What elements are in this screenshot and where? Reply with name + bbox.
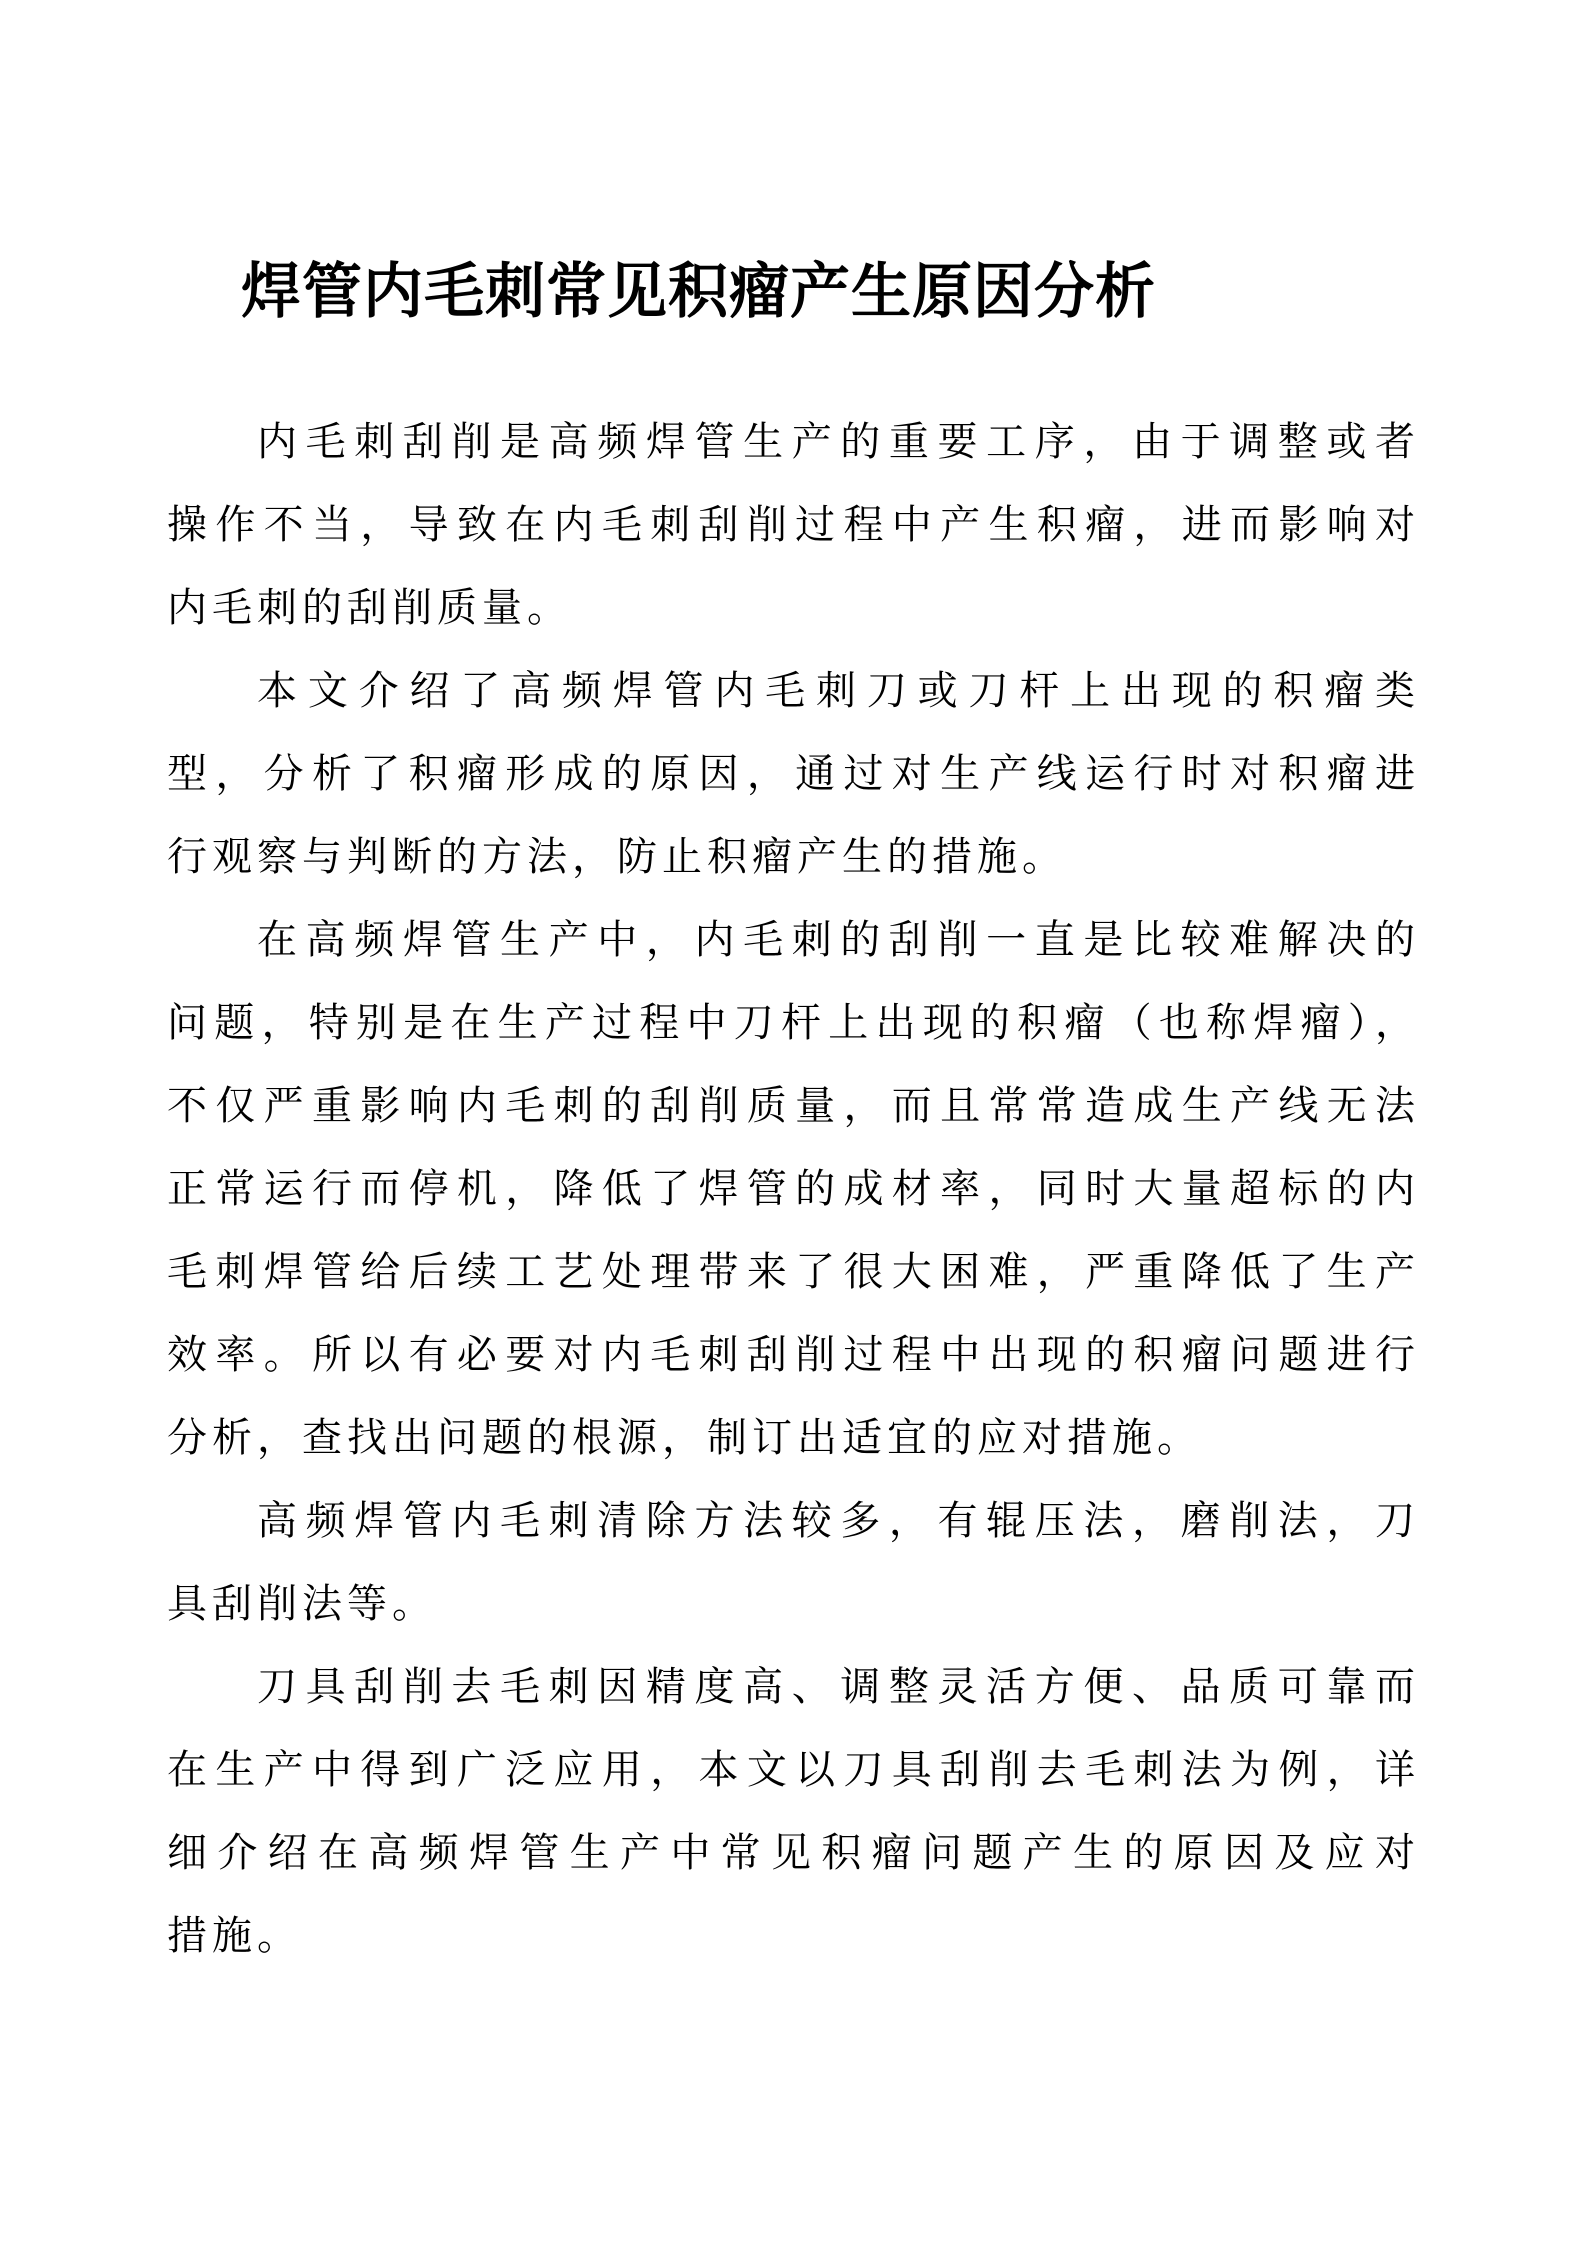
text-line: 内毛刺刮削是高频焊管生产的重要工序，由于调整或者 <box>257 419 1420 464</box>
text-line: 效率。所以有必要对内毛刺刮削过程中出现的积瘤问题进行 <box>167 1332 1420 1377</box>
text-line: 不仅严重影响内毛刺的刮削质量，而且常常造成生产线无法 <box>167 1083 1420 1128</box>
text-line: 刀具刮削去毛刺因精度高、调整灵活方便、品质可靠而 <box>257 1664 1420 1709</box>
text-line: 行观察与判断的方法，防止积瘤产生的措施。 <box>167 834 1067 879</box>
text-line: 在高频焊管生产中，内毛刺的刮削一直是比较难解决的 <box>257 917 1420 962</box>
text-line: 正常运行而停机，降低了焊管的成材率，同时大量超标的内 <box>167 1166 1420 1211</box>
text-line: 分析，查找出问题的根源，制订出适宜的应对措施。 <box>167 1415 1202 1460</box>
text-line: 内毛刺的刮削质量。 <box>167 585 572 630</box>
text-line: 型，分析了积瘤形成的原因，通过对生产线运行时对积瘤进 <box>167 751 1420 796</box>
text-line: 高频焊管内毛刺清除方法较多，有辊压法，磨削法，刀 <box>257 1498 1420 1543</box>
text-line: 细介绍在高频焊管生产中常见积瘤问题产生的原因及应对 <box>167 1830 1420 1875</box>
text-line: 问题，特别是在生产过程中刀杆上出现的积瘤（也称焊瘤）， <box>167 1000 1420 1045</box>
text-line: 在生产中得到广泛应用，本文以刀具刮削去毛刺法为例，详 <box>167 1747 1420 1792</box>
document-body <box>167 400 1420 1977</box>
text-line: 本文介绍了高频焊管内毛刺刀或刀杆上出现的积瘤类 <box>257 668 1420 713</box>
text-line: 具刮削法等。 <box>167 1581 437 1626</box>
text-line: 毛刺焊管给后续工艺处理带来了很大困难，严重降低了生产 <box>167 1249 1420 1294</box>
document-title: 焊管内毛刺常见积瘤产生原因分析 <box>241 259 1156 325</box>
text-line: 操作不当，导致在内毛刺刮削过程中产生积瘤，进而影响对 <box>167 502 1420 547</box>
text-line: 措施。 <box>167 1913 302 1958</box>
